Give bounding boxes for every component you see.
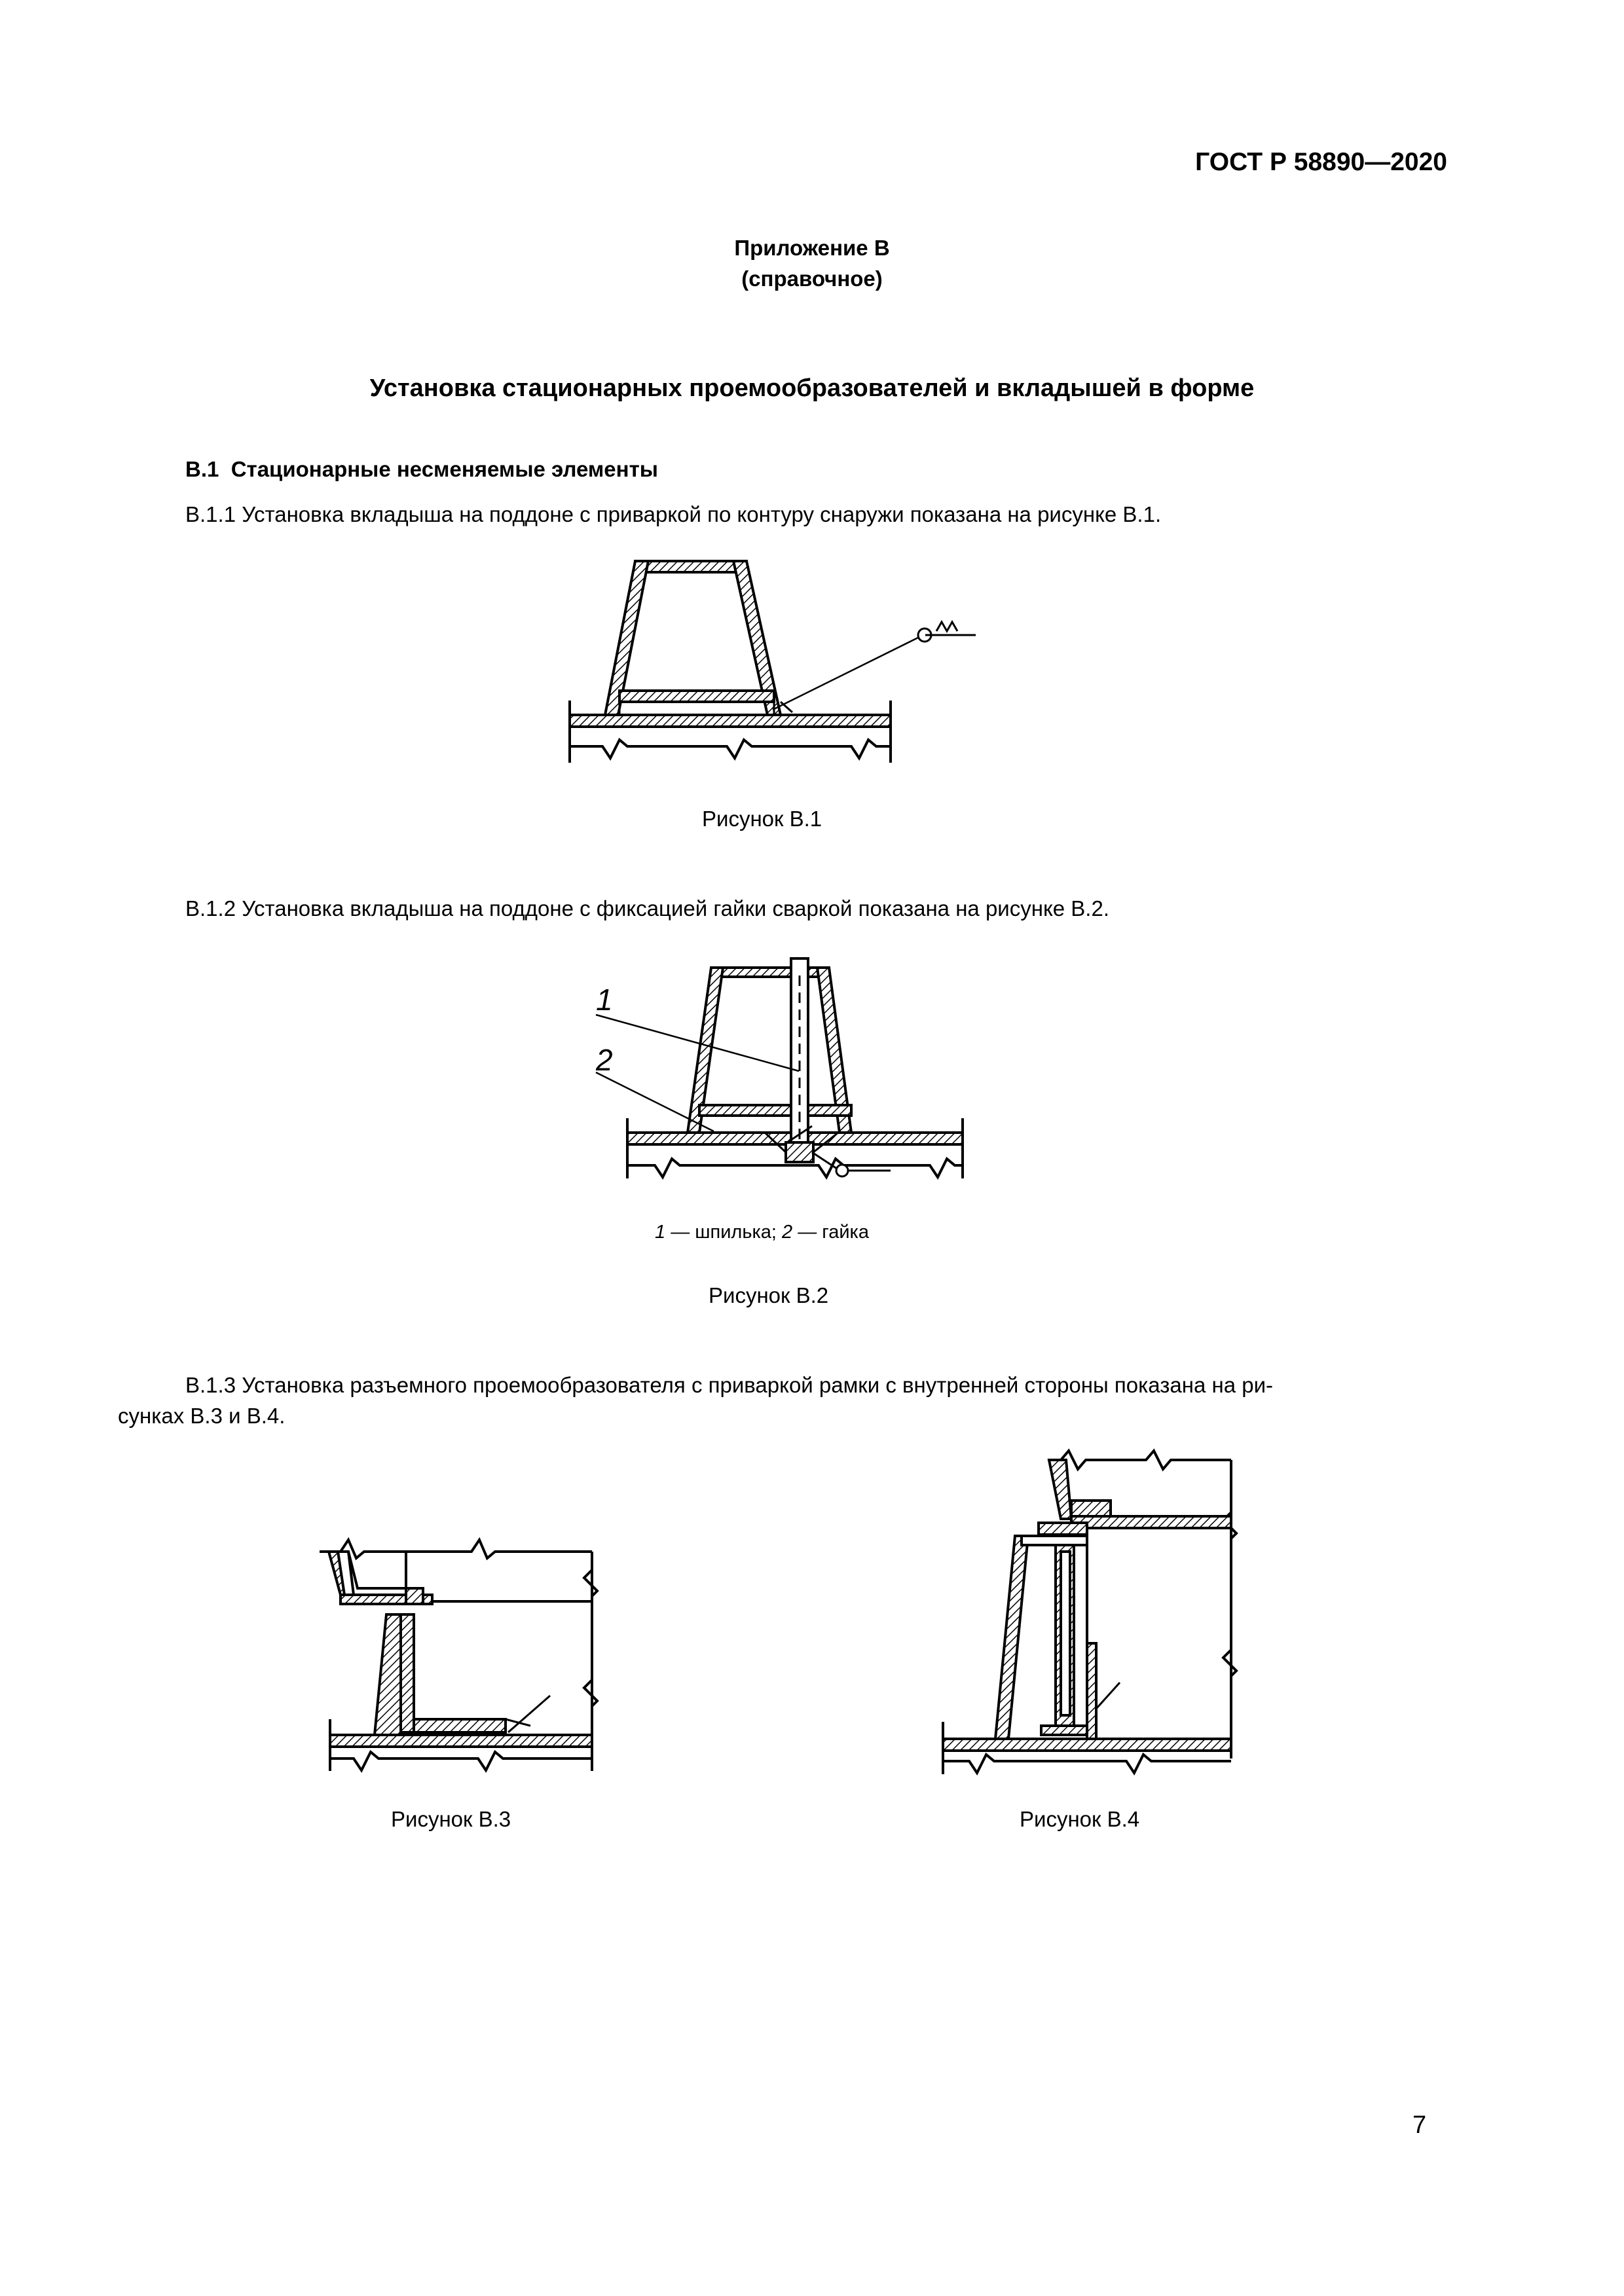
subsection-heading: [185, 457, 658, 482]
figure-b2-caption: Рисунок В.2: [709, 1283, 829, 1307]
figure-b2-label-2: 2: [596, 1043, 613, 1077]
figure-b3-drawing: [314, 1525, 602, 1787]
subsection-title: Стационарные несменяемые элементы: [231, 457, 658, 481]
legend-text-2: — гайка: [792, 1222, 870, 1243]
page-number: 7: [1412, 2111, 1427, 2139]
figure-b2-drawing: [589, 956, 969, 1192]
subsection-number: В.1: [185, 457, 219, 481]
appendix-title: Приложение В: [734, 236, 890, 260]
legend-num-1: 1: [655, 1222, 666, 1243]
legend-text-1: — шпилька;: [665, 1222, 783, 1243]
figure-b2-label-1: 1: [596, 983, 613, 1017]
paragraph-b13-line2: сунках В.3 и В.4.: [118, 1404, 286, 1428]
paragraph-b13-line1: В.1.3 Установка разъемного проемообразователя с приваркой рамки с внутренней стороны показана на ри-: [185, 1373, 1274, 1397]
figure-b2-legend: [655, 1222, 869, 1243]
appendix-subtitle: (справочное): [741, 266, 883, 291]
figure-b1-caption: Рисунок В.1: [702, 807, 822, 831]
figure-b4-caption: Рисунок В.4: [1020, 1807, 1140, 1831]
figure-b3-caption: Рисунок В.3: [391, 1807, 511, 1831]
figure-b4-drawing: [930, 1447, 1244, 1774]
section-title: Установка стационарных проемообразователей и вкладышей в форме: [369, 374, 1255, 402]
paragraph-b12: В.1.2 Установка вкладыша на поддоне с фиксацией гайки сваркой показана на рисунке В.2.: [185, 896, 1109, 920]
legend-num-2: 2: [782, 1222, 793, 1243]
figure-b1-drawing: [563, 550, 917, 773]
paragraph-b11: В.1.1 Установка вкладыша на поддоне с приваркой по контуру снаружи показана на рисунке В.1.: [185, 502, 1162, 526]
appendix-heading: [0, 232, 1624, 294]
document-code: ГОСТ Р 58890—2020: [1195, 148, 1447, 176]
